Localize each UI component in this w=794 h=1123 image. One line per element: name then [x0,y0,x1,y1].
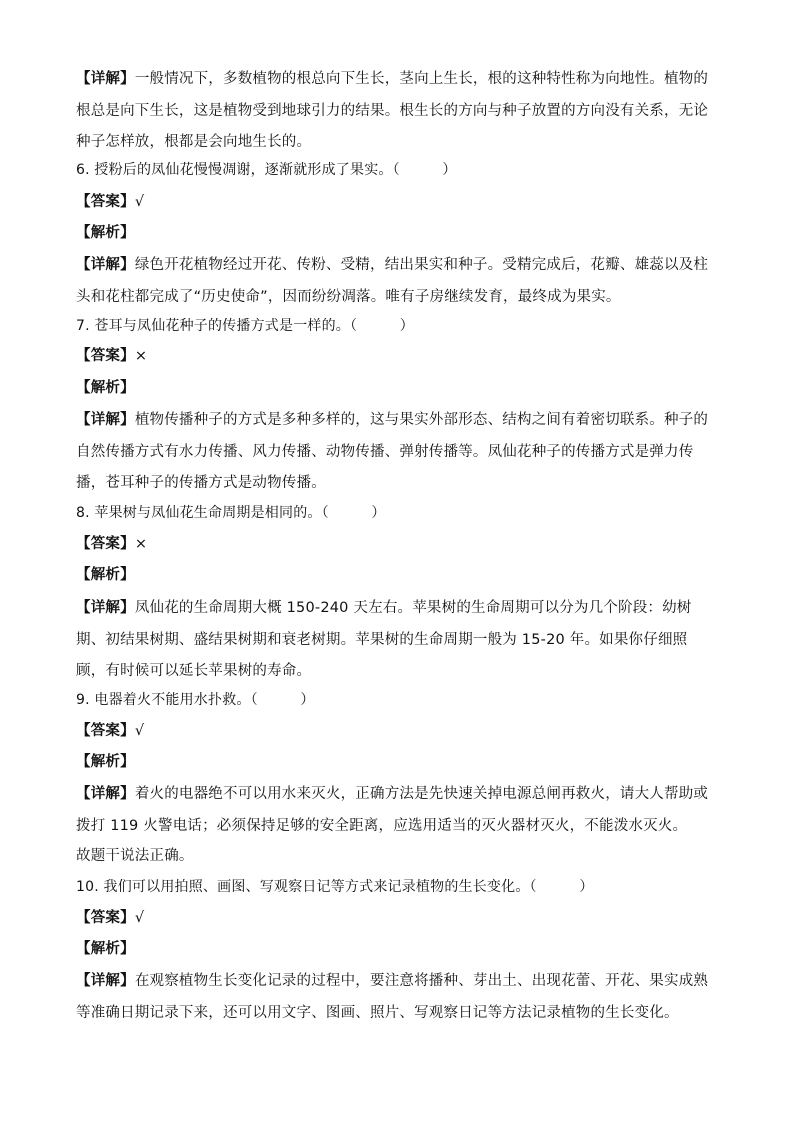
analysis-block [76,565,726,585]
answer-text: × [134,348,148,364]
explanation-block [76,250,716,313]
question-10: 10. 我们可以用拍照、画图、写观察日记等方式来记录植物的生长变化。（ ） [76,879,594,895]
answer-tag: 【答案】 [76,910,135,926]
answer-block [76,534,726,554]
answer-tag: 【答案】 [76,723,135,739]
answer-text: √ [134,194,145,210]
explanation-text: 一般情况下，多数植物的根总向下生长，茎向上生长，根的这种特性称为向地性。植物的根总是向下生长，这是植物受到地球引力的结果。根生长的方向与种子放置的方向没有关系，无论种子怎样放，根都是会向地生长的。 [76,71,709,150]
answer-text: √ [134,910,145,926]
explanation-text: 在观察植物生长变化记录的过程中，要注意将播种、芽出土、出现花蕾、开花、果实成熟等准确日期记录下来，还可以用文字、图画、照片、写观察日记等方法记录植物的生长变化。 [76,973,709,1021]
answer-tag: 【答案】 [76,348,135,364]
explanation-tag: 【详解】 [76,786,135,802]
analysis-tag: 【解析】 [76,567,135,583]
question-9: 9. 电器着火不能用水扑救。（ ） [76,692,315,708]
explanation-block [76,593,716,688]
analysis-tag: 【解析】 [76,380,135,396]
explanation-text: 绿色开花植物经过开花、传粉、受精，结出果实和种子。受精完成后，花瓣、雄蕊以及柱头和花柱都完成了“历史使命”，因而纷纷凋落。唯有子房继续发育，最终成为果实。 [76,257,709,305]
explanation-block [76,966,716,1029]
answer-block [76,908,726,928]
analysis-block [76,223,726,243]
answer-text: √ [134,723,145,739]
question-7: 7. 苍耳与凤仙花种子的传播方式是一样的。（ ） [76,318,415,334]
answer-tag: 【答案】 [76,536,135,552]
explanation-text: 植物传播种子的方式是多种多样的，这与果实外部形态、结构之间有着密切联系。种子的自然传播方式有水力传播、风力传播、动物传播、弹射传播等。凤仙花种子的传播方式是弹力传播，苍耳种子的传播方式是动物传播。 [76,412,709,491]
explanation-tag: 【详解】 [76,600,135,616]
answer-block [76,721,726,741]
explanation-block [76,779,716,842]
analysis-tag: 【解析】 [76,754,135,770]
analysis-tag: 【解析】 [76,941,135,957]
analysis-block [76,752,726,772]
explanation-text: 着火的电器绝不可以用水来灭火，正确方法是先快速关掉电源总闸再救火，请大人帮助或拨打 119 火警电话；必须保持足够的安全距离，应选用适当的灭火器材灭火，不能泼水灭火。 [76,786,709,834]
explanation-block [76,405,716,500]
conclusion-text: 故题干说法正确。 [76,848,194,864]
analysis-block [76,378,726,398]
answer-text: × [134,536,148,552]
answer-tag: 【答案】 [76,194,135,210]
explanation-tag: 【详解】 [76,973,135,989]
analysis-tag: 【解析】 [76,225,135,241]
explanation-block [76,64,716,159]
analysis-block [76,939,726,959]
explanation-tag: 【详解】 [76,71,135,87]
explanation-tag: 【详解】 [76,412,135,428]
answer-block [76,346,726,366]
answer-block [76,192,726,212]
explanation-tag: 【详解】 [76,257,135,273]
question-8: 8. 苹果树与凤仙花生命周期是相同的。（ ） [76,505,386,521]
question-6: 6. 授粉后的凤仙花慢慢凋谢，逐渐就形成了果实。（ ） [76,162,457,178]
explanation-text: 凤仙花的生命周期大概 150-240 天左右。苹果树的生命周期可以分为几个阶段：幼树期、初结果树期、盛结果树期和衰老树期。苹果树的生命周期一般为 15-20 年。如果你仔细照顾，有时候可以延长苹果树的寿命。 [76,600,692,679]
